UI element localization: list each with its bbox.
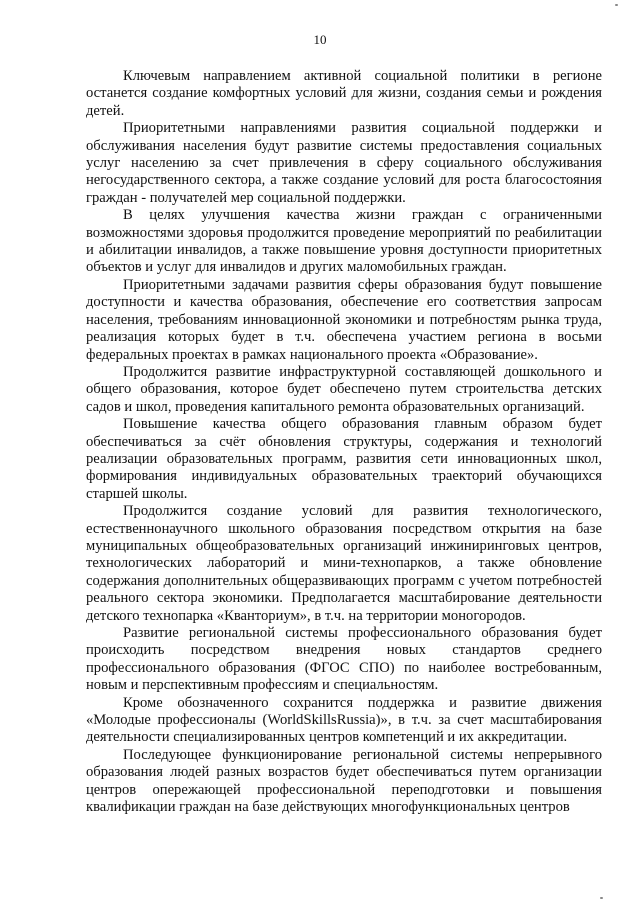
paragraph: Повышение качества общего образования главным образом будет обеспечиваться за счёт обновления структуры, содержания и технологий реализации образовательных программ, развития сети инновационных школ, формирования индивидуальных образовательных траекторий обучающихся старшей школы.	[86, 416, 602, 502]
paragraph: Продолжится создание условий для развития технологического, естественнонаучного школьного образования посредством открытия на базе муниципальных общеобразовательных организаций инжиниринговых центров, технологических лабораторий и мини-технопарков, а также обновление содержания дополнительных общеразвивающих программ с учетом потребностей реального сектора экономики. Предполагается масштабирование деятельности детского технопарка «Кванториум», в т.ч. на территории моногородов.	[86, 503, 602, 624]
scan-speck	[600, 897, 603, 899]
page-number: 10	[313, 32, 327, 47]
paragraph: В целях улучшения качества жизни граждан с ограниченными возможностями здоровья продолжится проведение мероприятий по реабилитации и абилитации инвалидов, а также повышение уровня доступности приоритетных объектов и услуг для инвалидов и других маломобильных граждан.	[86, 207, 602, 276]
paragraph: Приоритетными направлениями развития социальной поддержки и обслуживания населения будут развитие системы предоставления социальных услуг населению за счет привлечения в сферу социального обслуживания негосударственного сектора, а также создание условий для роста благосостояния граждан - получателей мер социальной поддержки.	[86, 120, 602, 206]
paragraph: Приоритетными задачами развития сферы образования будут повышение доступности и качества образования, обеспечение его соответствия запросам населения, требованиям инновационной экономики и потребностям рынка труда, реализация которых будет в т.ч. обеспечена участием региона в восьми федеральных проектах в рамках национального проекта «Образование».	[86, 276, 602, 363]
paragraph: Последующее функционирование региональной системы непрерывного образования людей разных возрастов будет обеспечиваться путем организации центров опережающей профессиональной переподготовки и повышения квалификации граждан на базе действующих многофункциональных центров	[86, 746, 602, 816]
paragraph: Ключевым направлением активной социальной политики в регионе останется создание комфортных условий для жизни, создания семьи и рождения детей.	[86, 68, 602, 119]
body-text	[86, 68, 602, 816]
paragraph: Развитие региональной системы профессионального образования будет происходить посредством внедрения новых стандартов среднего профессионального образования (ФГОС СПО) по наиболее востребованным, новым и перспективным профессиям и специальностям.	[86, 625, 602, 694]
paragraph: Продолжится развитие инфраструктурной составляющей дошкольного и общего образования, которое будет обеспечено путем строительства детских садов и школ, проведения капитального ремонта образовательных организаций.	[86, 363, 602, 415]
scan-speck	[615, 4, 618, 6]
paragraph: Кроме обозначенного сохранится поддержка и развитие движения «Молодые профессионалы (WorldSkillsRussia)», в т.ч. за счет масштабирования деятельности специализированных центров компетенций и их аккредитации.	[86, 694, 602, 746]
